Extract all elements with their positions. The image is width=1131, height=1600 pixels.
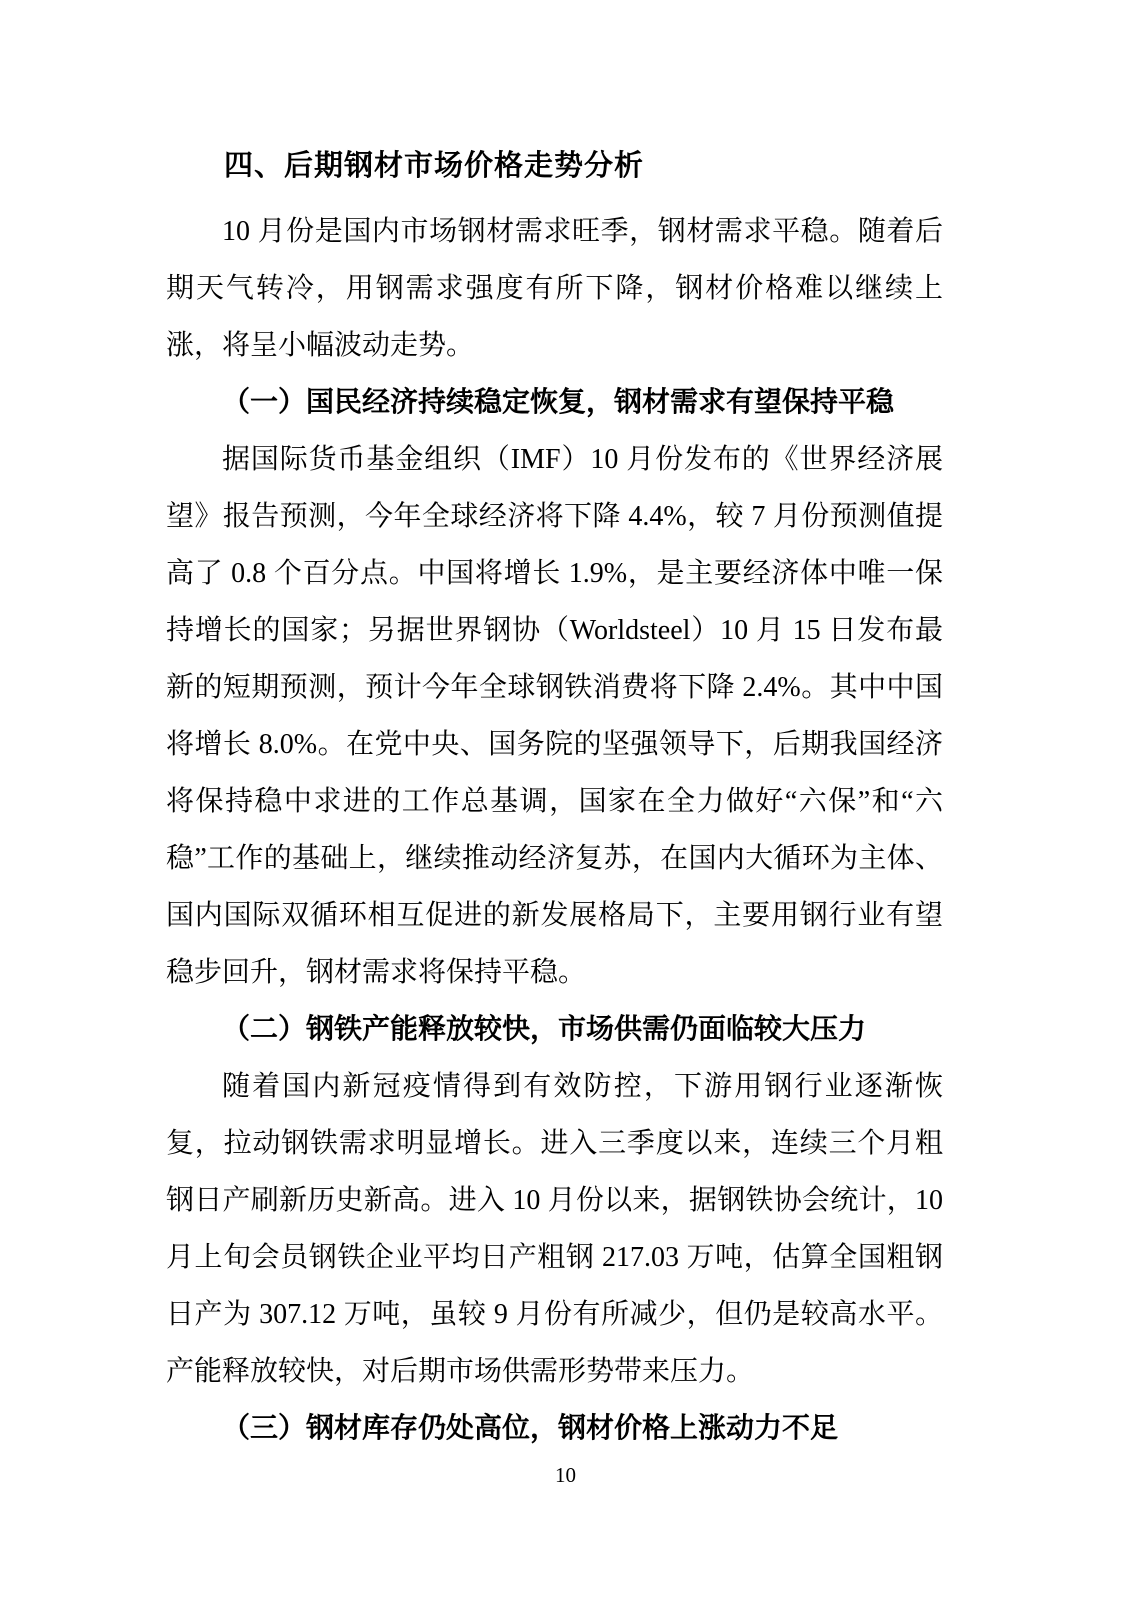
- document-content: [166, 138, 943, 1457]
- paragraph-capacity: 随着国内新冠疫情得到有效防控，下游用钢行业逐渐恢复，拉动钢铁需求明显增长。进入三季度以来，连续三个月粗钢日产刷新历史新高。进入 10 月份以来，据钢铁协会统计，10 月上旬会员钢铁企业平均日产粗钢 217.03 万吨，估算全国粗钢日产为 307.12 万吨，虽较 9 月份有所减少，但仍是较高水平。产能释放较快，对后期市场供需形势带来压力。: [166, 1071, 943, 1387]
- subsection-heading-3: （三）钢材库存仍处高位，钢材价格上涨动力不足: [222, 1413, 839, 1444]
- section-heading: 四、后期钢材市场价格走势分析: [224, 150, 645, 182]
- paragraph-intro: 10 月份是国内市场钢材需求旺季，钢材需求平稳。随着后期天气转冷，用钢需求强度有所下降，钢材价格难以继续上涨，将呈小幅波动走势。: [166, 216, 943, 361]
- page-number: 10: [555, 1463, 576, 1487]
- paragraph-economy: 据国际货币基金组织（IMF）10 月份发布的《世界经济展望》报告预测，今年全球经济将下降 4.4%，较 7 月份预测值提高了 0.8 个百分点。中国将增长 1.9%，是主要经济体中唯一保持增长的国家；另据世界钢协（Worldsteel）10 月 15 日发布最新的短期预测，预计今年全球钢铁消费将下降 2.4%。其中中国将增长 8.0%。在党中央、国务院的坚强领导下，后期我国经济将保持稳中求进的工作总基调，国家在全力做好“六保”和“六稳”工作的基础上，继续推动经济复苏，在国内大循环为主体、国内国际双循环相互促进的新发展格局下，主要用钢行业有望稳步回升，钢材需求将保持平稳。: [166, 444, 943, 988]
- subsection-heading-1: （一）国民经济持续稳定恢复，钢材需求有望保持平稳: [222, 387, 895, 418]
- subsection-heading-2: （二）钢铁产能释放较快，市场供需仍面临较大压力: [222, 1014, 867, 1045]
